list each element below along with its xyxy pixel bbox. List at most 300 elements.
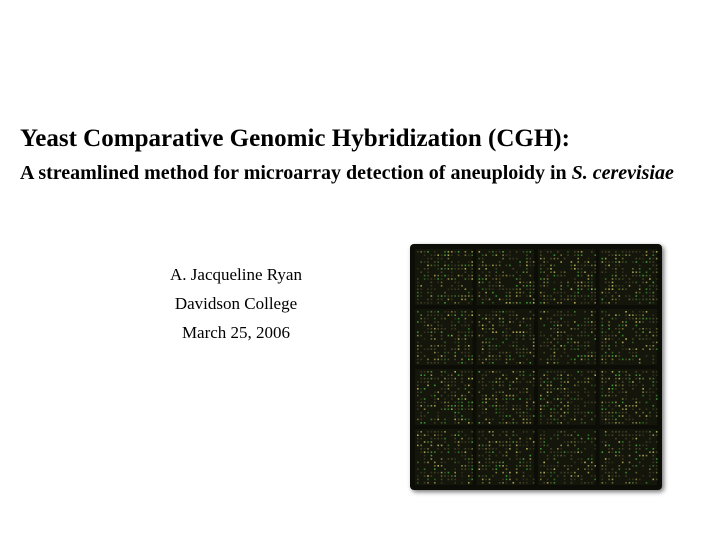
array-spot — [461, 295, 463, 297]
array-spot — [629, 299, 631, 301]
array-spot — [523, 445, 525, 447]
array-spot — [547, 345, 549, 347]
array-spot — [588, 438, 590, 440]
array-spot — [502, 445, 504, 447]
array-spot — [530, 419, 532, 421]
array-spot — [646, 271, 648, 273]
array-spot — [451, 479, 453, 481]
array-spot — [560, 299, 562, 301]
array-spot — [567, 468, 569, 470]
array-spot — [646, 251, 648, 253]
array-spot — [564, 441, 566, 443]
array-spot — [492, 328, 494, 330]
array-spot — [465, 345, 467, 347]
array-spot — [543, 258, 545, 260]
array-spot — [431, 258, 433, 260]
array-spot — [513, 441, 515, 443]
array-spot — [485, 288, 487, 290]
array-block — [477, 309, 535, 365]
array-spot — [471, 331, 473, 333]
array-spot — [509, 299, 511, 301]
array-spot — [441, 388, 443, 390]
array-spot — [454, 412, 456, 414]
array-spot — [499, 415, 501, 417]
array-spot — [451, 271, 453, 273]
array-spot — [444, 275, 446, 277]
array-spot — [454, 311, 456, 313]
array-spot — [636, 299, 638, 301]
array-spot — [594, 321, 596, 323]
array-spot — [461, 378, 463, 380]
array-spot — [584, 405, 586, 407]
array-spot — [458, 419, 460, 421]
array-spot — [448, 251, 450, 253]
array-spot — [540, 475, 542, 477]
array-spot — [523, 415, 525, 417]
array-spot — [588, 275, 590, 277]
array-spot — [502, 398, 504, 400]
array-spot — [468, 408, 470, 410]
array-spot — [519, 331, 521, 333]
array-spot — [492, 388, 494, 390]
array-spot — [622, 288, 624, 290]
array-spot — [530, 415, 532, 417]
array-spot — [479, 251, 481, 253]
array-spot — [502, 465, 504, 467]
array-spot — [622, 345, 624, 347]
array-spot — [605, 395, 607, 397]
array-spot — [526, 254, 528, 256]
array-spot — [417, 285, 419, 287]
array-spot — [441, 475, 443, 477]
array-spot — [571, 482, 573, 484]
array-spot — [649, 438, 651, 440]
array-spot — [444, 408, 446, 410]
array-spot — [560, 311, 562, 313]
array-spot — [465, 455, 467, 457]
array-spot — [448, 479, 450, 481]
array-spot — [554, 282, 556, 284]
array-spot — [492, 448, 494, 450]
array-spot — [567, 395, 569, 397]
array-spot — [619, 434, 621, 436]
array-block — [415, 429, 473, 485]
array-spot — [489, 282, 491, 284]
array-spot — [516, 465, 518, 467]
array-spot — [431, 299, 433, 301]
array-spot — [594, 335, 596, 337]
array-spot — [451, 311, 453, 313]
array-spot — [448, 295, 450, 297]
array-spot — [526, 445, 528, 447]
array-spot — [519, 391, 521, 393]
array-spot — [444, 398, 446, 400]
array-spot — [588, 359, 590, 361]
array-spot — [482, 422, 484, 424]
array-spot — [560, 325, 562, 327]
array-spot — [437, 434, 439, 436]
array-spot — [523, 292, 525, 294]
array-spot — [581, 475, 583, 477]
array-spot — [441, 359, 443, 361]
array-spot — [577, 292, 579, 294]
array-spot — [642, 348, 644, 350]
array-spot — [533, 371, 535, 373]
array-spot — [632, 438, 634, 440]
array-spot — [632, 355, 634, 357]
array-spot — [571, 345, 573, 347]
array-spot — [479, 422, 481, 424]
array-spot — [639, 292, 641, 294]
array-spot — [649, 465, 651, 467]
array-spot — [441, 331, 443, 333]
array-spot — [557, 422, 559, 424]
array-spot — [605, 482, 607, 484]
array-spot — [581, 268, 583, 270]
array-spot — [584, 462, 586, 464]
array-spot — [591, 295, 593, 297]
array-spot — [608, 282, 610, 284]
array-spot — [434, 438, 436, 440]
array-spot — [591, 285, 593, 287]
array-spot — [636, 325, 638, 327]
array-spot — [506, 325, 508, 327]
array-spot — [574, 391, 576, 393]
array-spot — [506, 468, 508, 470]
array-spot — [554, 331, 556, 333]
array-spot — [639, 359, 641, 361]
array-spot — [649, 331, 651, 333]
array-spot — [492, 441, 494, 443]
array-spot — [441, 458, 443, 460]
array-spot — [602, 258, 604, 260]
array-spot — [420, 448, 422, 450]
array-spot — [629, 441, 631, 443]
array-spot — [543, 265, 545, 267]
array-spot — [468, 465, 470, 467]
array-spot — [516, 318, 518, 320]
array-spot — [533, 338, 535, 340]
array-spot — [632, 261, 634, 263]
array-spot — [649, 434, 651, 436]
array-spot — [502, 318, 504, 320]
array-spot — [461, 441, 463, 443]
array-spot — [437, 345, 439, 347]
array-spot — [417, 355, 419, 357]
array-spot — [608, 412, 610, 414]
array-spot — [499, 251, 501, 253]
array-spot — [502, 472, 504, 474]
array-spot — [533, 441, 535, 443]
array-spot — [622, 359, 624, 361]
array-spot — [615, 251, 617, 253]
array-spot — [424, 371, 426, 373]
array-spot — [588, 434, 590, 436]
array-spot — [619, 422, 621, 424]
array-spot — [454, 328, 456, 330]
array-spot — [574, 302, 576, 304]
array-spot — [554, 479, 556, 481]
array-spot — [448, 378, 450, 380]
array-spot — [577, 285, 579, 287]
array-spot — [612, 472, 614, 474]
array-spot — [506, 398, 508, 400]
array-spot — [519, 325, 521, 327]
array-spot — [454, 479, 456, 481]
array-spot — [506, 311, 508, 313]
array-spot — [656, 328, 658, 330]
array-spot — [625, 412, 627, 414]
array-spot — [557, 302, 559, 304]
array-spot — [639, 302, 641, 304]
array-spot — [629, 278, 631, 280]
array-spot — [625, 438, 627, 440]
array-spot — [588, 355, 590, 357]
array-spot — [513, 482, 515, 484]
array-spot — [581, 482, 583, 484]
array-spot — [530, 395, 532, 397]
array-spot — [602, 451, 604, 453]
array-spot — [496, 465, 498, 467]
array-spot — [509, 288, 511, 290]
array-spot — [434, 359, 436, 361]
array-spot — [437, 355, 439, 357]
array-spot — [612, 331, 614, 333]
subtitle-species: S. cerevisiae — [571, 162, 674, 184]
array-block — [600, 249, 658, 305]
array-spot — [636, 275, 638, 277]
array-spot — [496, 381, 498, 383]
array-spot — [516, 251, 518, 253]
array-spot — [489, 275, 491, 277]
array-spot — [625, 295, 627, 297]
array-spot — [533, 335, 535, 337]
array-spot — [448, 374, 450, 376]
array-spot — [485, 331, 487, 333]
array-spot — [526, 419, 528, 421]
array-spot — [571, 455, 573, 457]
array-spot — [591, 468, 593, 470]
array-spot — [584, 441, 586, 443]
array-spot — [584, 391, 586, 393]
array-spot — [451, 348, 453, 350]
array-spot — [560, 285, 562, 287]
array-spot — [506, 265, 508, 267]
array-spot — [431, 472, 433, 474]
array-spot — [441, 381, 443, 383]
array-spot — [557, 434, 559, 436]
array-spot — [489, 431, 491, 433]
array-spot — [492, 348, 494, 350]
array-spot — [605, 345, 607, 347]
array-spot — [605, 359, 607, 361]
array-spot — [492, 468, 494, 470]
array-spot — [574, 328, 576, 330]
array-spot — [496, 331, 498, 333]
array-spot — [499, 288, 501, 290]
array-spot — [489, 359, 491, 361]
array-spot — [496, 391, 498, 393]
array-spot — [513, 302, 515, 304]
array-spot — [509, 381, 511, 383]
array-spot — [649, 318, 651, 320]
array-spot — [489, 419, 491, 421]
array-spot — [468, 355, 470, 357]
array-spot — [547, 338, 549, 340]
array-spot — [547, 275, 549, 277]
array-spot — [489, 482, 491, 484]
array-spot — [448, 388, 450, 390]
array-spot — [502, 335, 504, 337]
array-spot — [636, 482, 638, 484]
array-spot — [656, 395, 658, 397]
array-spot — [602, 355, 604, 357]
array-spot — [496, 395, 498, 397]
array-spot — [431, 455, 433, 457]
array-spot — [471, 254, 473, 256]
array-spot — [564, 465, 566, 467]
array-spot — [577, 412, 579, 414]
array-spot — [451, 385, 453, 387]
array-spot — [574, 265, 576, 267]
array-spot — [485, 314, 487, 316]
array-spot — [646, 288, 648, 290]
array-spot — [588, 395, 590, 397]
array-spot — [427, 381, 429, 383]
array-spot — [540, 445, 542, 447]
array-spot — [642, 475, 644, 477]
array-spot — [615, 451, 617, 453]
array-spot — [417, 251, 419, 253]
array-spot — [632, 318, 634, 320]
array-spot — [454, 434, 456, 436]
array-spot — [625, 321, 627, 323]
array-spot — [594, 448, 596, 450]
array-spot — [441, 285, 443, 287]
array-spot — [420, 398, 422, 400]
array-spot — [444, 422, 446, 424]
array-spot — [591, 275, 593, 277]
array-spot — [588, 325, 590, 327]
array-spot — [581, 479, 583, 481]
array-spot — [622, 402, 624, 404]
array-spot — [530, 438, 532, 440]
array-spot — [653, 285, 655, 287]
array-spot — [482, 405, 484, 407]
array-spot — [420, 321, 422, 323]
array-spot — [509, 328, 511, 330]
array-spot — [581, 359, 583, 361]
array-spot — [530, 335, 532, 337]
array-spot — [571, 451, 573, 453]
array-spot — [594, 295, 596, 297]
array-spot — [574, 405, 576, 407]
array-spot — [526, 388, 528, 390]
array-spot — [441, 451, 443, 453]
array-spot — [608, 395, 610, 397]
array-spot — [557, 371, 559, 373]
array-spot — [615, 335, 617, 337]
array-spot — [564, 405, 566, 407]
array-spot — [479, 445, 481, 447]
array-spot — [557, 395, 559, 397]
array-spot — [581, 285, 583, 287]
array-spot — [468, 458, 470, 460]
array-spot — [434, 261, 436, 263]
array-spot — [516, 314, 518, 316]
array-spot — [434, 311, 436, 313]
array-spot — [639, 285, 641, 287]
array-spot — [625, 405, 627, 407]
array-spot — [499, 405, 501, 407]
array-spot — [441, 335, 443, 337]
array-spot — [434, 318, 436, 320]
array-spot — [547, 302, 549, 304]
array-spot — [554, 258, 556, 260]
array-spot — [454, 462, 456, 464]
array-spot — [540, 258, 542, 260]
array-spot — [489, 371, 491, 373]
array-spot — [441, 422, 443, 424]
array-spot — [554, 348, 556, 350]
array-spot — [646, 455, 648, 457]
array-spot — [602, 465, 604, 467]
array-spot — [564, 415, 566, 417]
array-spot — [468, 261, 470, 263]
array-spot — [454, 475, 456, 477]
array-spot — [612, 288, 614, 290]
array-spot — [615, 285, 617, 287]
array-spot — [615, 381, 617, 383]
array-spot — [653, 331, 655, 333]
array-spot — [519, 482, 521, 484]
array-spot — [554, 288, 556, 290]
array-spot — [434, 331, 436, 333]
array-spot — [533, 479, 535, 481]
array-spot — [471, 278, 473, 280]
array-spot — [489, 342, 491, 344]
array-spot — [571, 475, 573, 477]
array-spot — [489, 441, 491, 443]
array-spot — [533, 342, 535, 344]
array-spot — [571, 342, 573, 344]
array-spot — [465, 395, 467, 397]
array-spot — [612, 261, 614, 263]
array-spot — [543, 398, 545, 400]
array-spot — [605, 465, 607, 467]
array-spot — [574, 479, 576, 481]
array-spot — [465, 321, 467, 323]
array-spot — [540, 265, 542, 267]
array-spot — [547, 465, 549, 467]
array-spot — [499, 462, 501, 464]
array-spot — [608, 348, 610, 350]
array-spot — [550, 402, 552, 404]
array-spot — [513, 342, 515, 344]
array-spot — [605, 311, 607, 313]
array-spot — [424, 475, 426, 477]
array-spot — [642, 331, 644, 333]
array-spot — [420, 438, 422, 440]
array-spot — [577, 295, 579, 297]
array-spot — [513, 331, 515, 333]
array-spot — [482, 282, 484, 284]
array-spot — [479, 405, 481, 407]
array-spot — [656, 398, 658, 400]
array-spot — [461, 451, 463, 453]
array-spot — [547, 342, 549, 344]
array-spot — [642, 314, 644, 316]
